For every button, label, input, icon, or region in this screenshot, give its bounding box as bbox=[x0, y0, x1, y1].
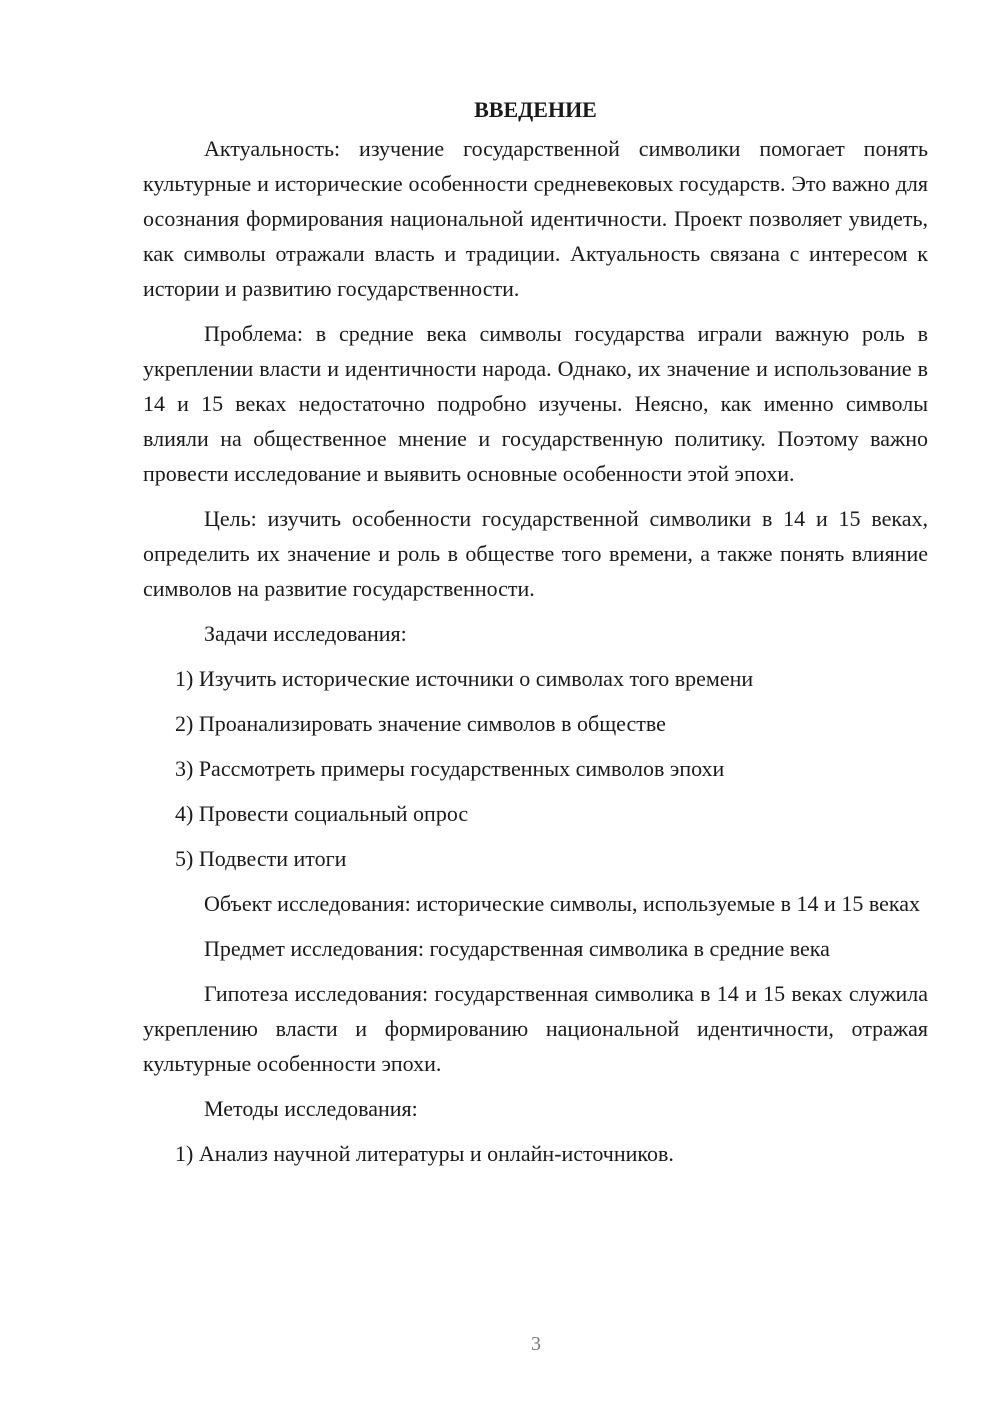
paragraph-subject: Предмет исследования: государственная символика в средние века bbox=[204, 936, 830, 961]
page-number: 3 bbox=[531, 1333, 541, 1355]
paragraph-problem: Проблема: в средние века символы государства играли важную роль в укреплении власти и идентичности народа. Однако, их значение и использование в 14 и 15 веках недостаточно подробно изучены. Неясно, как именно символы влияли на общественное мнение и государственную политику. Поэтому важно провести исследование и выявить основные особенности этой эпохи. bbox=[143, 321, 928, 486]
task-item-3: 3) Рассмотреть примеры государственных символов эпохи bbox=[175, 756, 725, 781]
task-item-4: 4) Провести социальный опрос bbox=[175, 801, 469, 826]
page-title: ВВЕДЕНИЕ bbox=[474, 97, 597, 122]
task-item-1: 1) Изучить исторические источники о символах того времени bbox=[175, 666, 754, 691]
methods-heading: Методы исследования: bbox=[204, 1096, 418, 1121]
task-item-5: 5) Подвести итоги bbox=[175, 846, 347, 871]
paragraph-goal: Цель: изучить особенности государственной символики в 14 и 15 веках, определить их значение и роль в обществе того времени, а также понять влияние символов на развитие государственности. bbox=[143, 506, 928, 601]
tasks-heading: Задачи исследования: bbox=[204, 621, 407, 646]
paragraph-relevance: Актуальность: изучение государственной символики помогает понять культурные и исторические особенности средневековых государств. Это важно для осознания формирования национальной идентичности. Проект позволяет увидеть, как символы отражали власть и традиции. Актуальность связана с интересом к истории и развитию государственности. bbox=[143, 136, 928, 301]
document-page bbox=[143, 92, 928, 1181]
paragraph-object: Объект исследования: исторические символы, используемые в 14 и 15 веках bbox=[204, 891, 920, 916]
task-item-2: 2) Проанализировать значение символов в обществе bbox=[175, 711, 666, 736]
paragraph-hypothesis: Гипотеза исследования: государственная символика в 14 и 15 веках служила укреплению власти и формированию национальной идентичности, отражая культурные особенности эпохи. bbox=[143, 981, 928, 1076]
method-item-1: 1) Анализ научной литературы и онлайн-источников. bbox=[175, 1141, 674, 1166]
